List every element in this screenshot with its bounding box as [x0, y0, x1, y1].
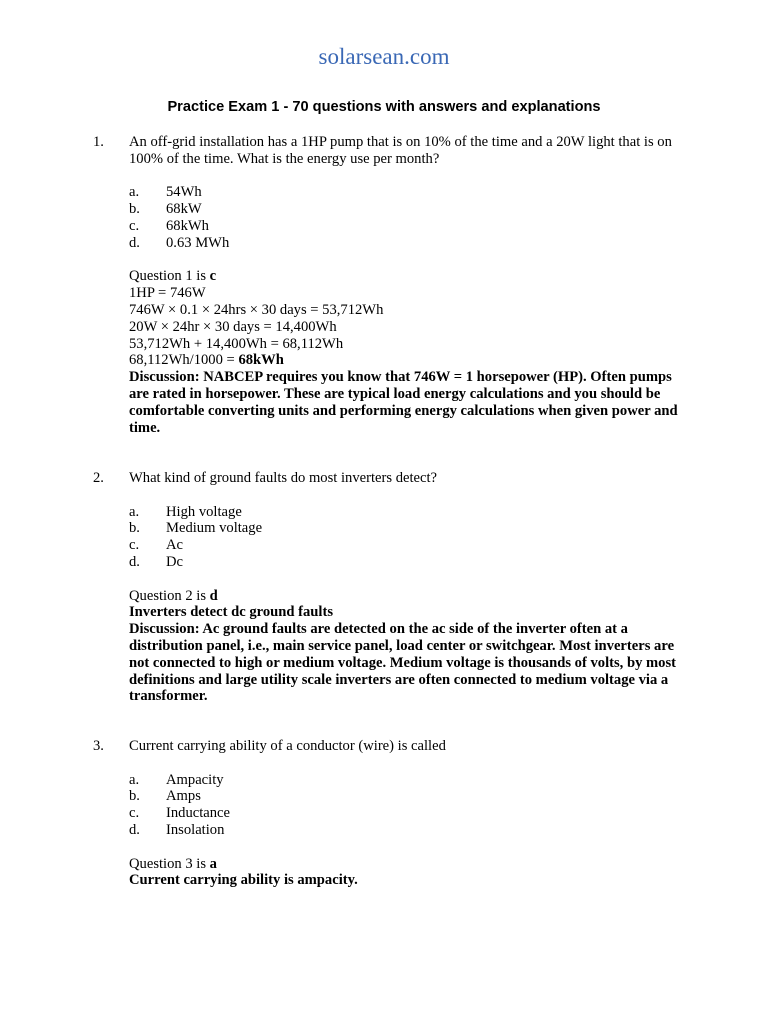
option-d: [129, 822, 693, 839]
option-letter: a.: [129, 503, 140, 520]
answer-options: [129, 504, 693, 571]
answer-letter: c: [209, 268, 217, 285]
option-letter: a.: [129, 184, 140, 201]
question-text: An off-grid installation has a 1HP pump that is on 10% of the time and a 20W light that is on 100% of the time. What is the energy use per month?: [129, 134, 672, 167]
option-text: 68kW: [166, 201, 202, 218]
question-3: [93, 738, 693, 889]
option-d: [129, 235, 693, 252]
option-text: Ac: [166, 537, 184, 554]
option-d: [129, 554, 693, 571]
option-text: Medium voltage: [166, 520, 263, 537]
site-title: solarsean.com: [318, 44, 450, 69]
question-number: 1.: [93, 134, 104, 150]
option-letter: a.: [129, 771, 140, 788]
option-text: Inductance: [166, 805, 231, 822]
option-text: Insolation: [166, 821, 225, 838]
option-text: 0.63 MWh: [166, 234, 230, 251]
option-letter: b.: [129, 201, 140, 218]
option-letter: d.: [129, 821, 140, 838]
answer-letter: d: [209, 587, 218, 604]
option-letter: c.: [129, 537, 140, 554]
answer-prefix: Question 1 is: [129, 268, 210, 285]
option-letter: c.: [129, 805, 140, 822]
option-a: [129, 184, 693, 201]
answer-explanation: [129, 268, 689, 436]
option-letter: b.: [129, 788, 140, 805]
option-c: [129, 805, 693, 822]
option-letter: d.: [129, 234, 140, 251]
exam-title: Practice Exam 1 - 70 questions with answers and explanations: [167, 99, 601, 115]
option-text: Dc: [166, 553, 184, 570]
answer-options: [129, 184, 693, 251]
answer-options: [129, 772, 693, 839]
option-b: [129, 788, 693, 805]
option-a: [129, 772, 693, 789]
answer-letter: a: [209, 855, 217, 872]
option-text: High voltage: [166, 503, 242, 520]
answer-line: [129, 856, 689, 873]
answer-explanation: [129, 588, 689, 706]
option-text: Amps: [166, 788, 201, 805]
option-text: Ampacity: [166, 771, 224, 788]
question-2: [93, 470, 693, 705]
question-text: What kind of ground faults do most inverters detect?: [129, 470, 438, 486]
question-number: 2.: [93, 470, 104, 486]
option-c: [129, 537, 693, 554]
option-letter: b.: [129, 520, 140, 537]
answer-summary: Inverters detect dc ground faults: [129, 604, 334, 621]
question-number: 3.: [93, 738, 104, 754]
option-text: 68kWh: [166, 217, 209, 234]
work-line: 1HP = 746W: [129, 285, 206, 302]
answer-summary: Current carrying ability is ampacity.: [129, 872, 358, 889]
work-line: 20W × 24hr × 30 days = 14,400Wh: [129, 318, 337, 335]
final-prefix: 68,112Wh/1000 =: [129, 352, 239, 369]
option-letter: d.: [129, 553, 140, 570]
option-b: [129, 520, 693, 537]
question-1: [93, 134, 693, 436]
option-letter: c.: [129, 217, 140, 234]
work-line: 746W × 0.1 × 24hrs × 30 days = 53,712Wh: [129, 301, 384, 318]
option-c: [129, 218, 693, 235]
final-value: 68kWh: [238, 352, 284, 369]
final-result-line: [129, 352, 689, 369]
question-text: Current carrying ability of a conductor (wire) is called: [129, 738, 446, 754]
option-a: [129, 504, 693, 521]
answer-prefix: Question 3 is: [129, 855, 210, 872]
answer-explanation: [129, 856, 689, 890]
discussion-text: Discussion: Ac ground faults are detected on the ac side of the inverter often at a distribution panel, i.e., main service panel, load center or switchgear. Most inverters are not connected to high or medium voltage. Medium voltage is thousands of volts, by most definitions and large utility scale inverters are often connected to medium voltage via a transformer.: [129, 621, 677, 705]
answer-line: [129, 588, 689, 605]
discussion-text: Discussion: NABCEP requires you know that 746W = 1 horsepower (HP). Often pumps are rated in horsepower. These are typical load energy calculations and you should be comfortable converting units and performing energy calculations when given power and time.: [129, 369, 678, 436]
work-line: 53,712Wh + 14,400Wh = 68,112Wh: [129, 335, 344, 352]
option-text: 54Wh: [166, 184, 202, 201]
option-b: [129, 201, 693, 218]
answer-line: [129, 268, 689, 285]
answer-prefix: Question 2 is: [129, 587, 210, 604]
